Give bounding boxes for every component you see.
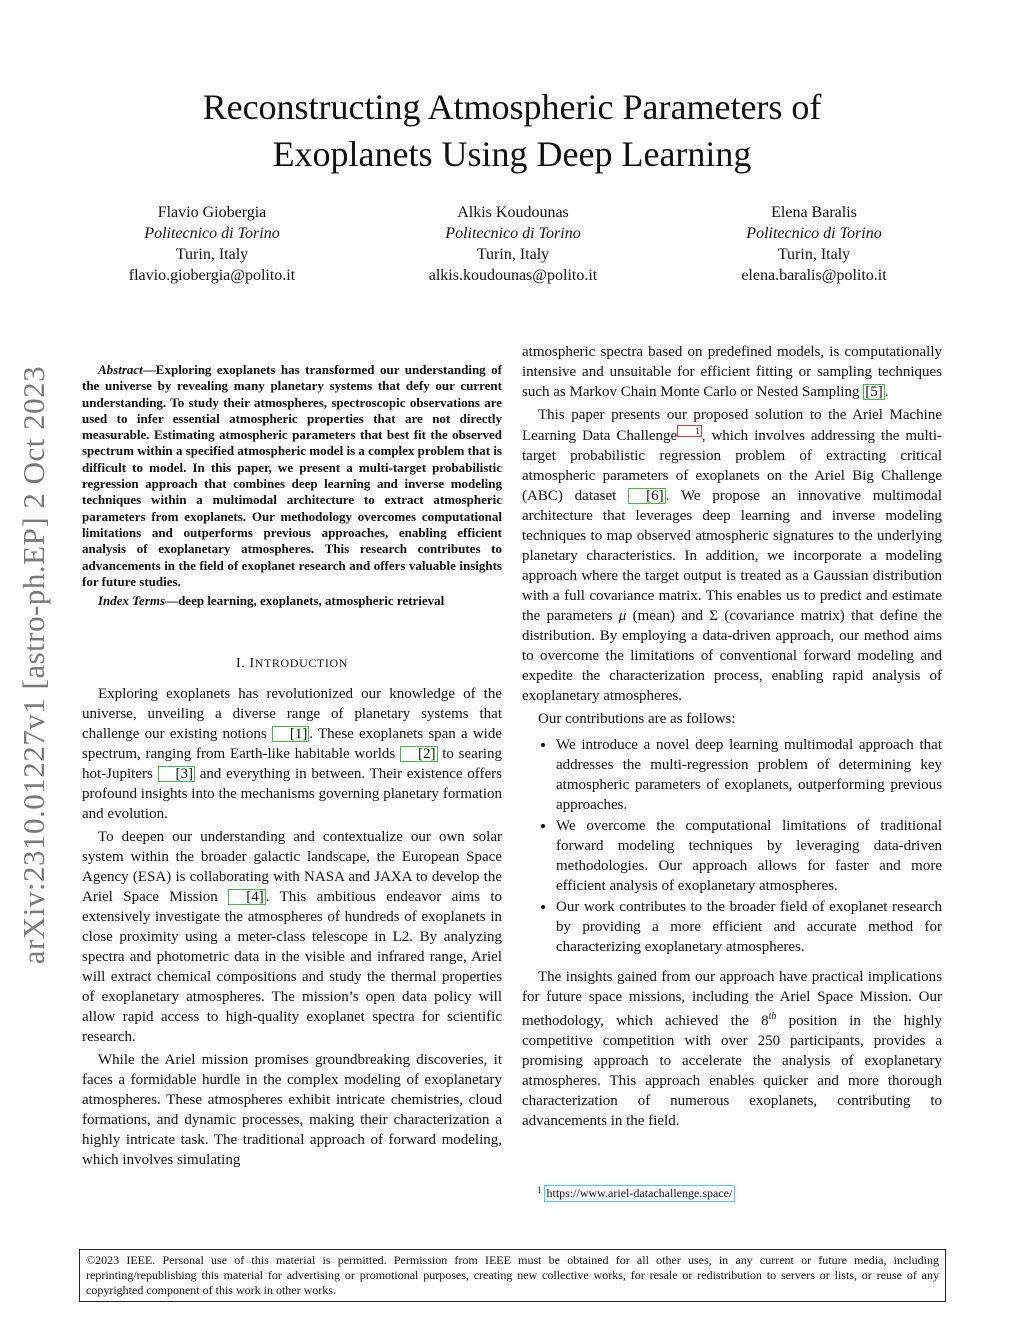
math-mu: μ bbox=[618, 608, 627, 624]
footnote-number: 1 bbox=[537, 1185, 542, 1195]
left-column bbox=[82, 362, 502, 1170]
author-3 bbox=[684, 202, 944, 286]
text-run: , which involves addressing the multi-target probabilistic regression problem of extracting critical atmospheric parameters of exoplanets on the Ariel Big Challenge (ABC) dataset bbox=[522, 428, 942, 504]
superscript-th: th bbox=[768, 1011, 777, 1022]
index-terms-label: Index Terms bbox=[98, 593, 166, 609]
citation-link[interactable]: [4] bbox=[228, 889, 266, 905]
footnote-url-link[interactable]: https://www.ariel-datachallenge.space/ bbox=[544, 1185, 736, 1202]
right-column bbox=[522, 342, 942, 1131]
intro-paragraph-1 bbox=[82, 684, 502, 824]
index-terms bbox=[82, 593, 502, 609]
author-name: Elena Baralis bbox=[771, 204, 857, 221]
paragraph-continued bbox=[522, 342, 942, 402]
text-run: Exploring exoplanets has revolutionized our knowledge of the universe, unveiling a diverse range of planetary systems that challenge our existing notions bbox=[82, 686, 502, 743]
text-run: This paper presents our proposed solution to the Ariel Machine Learning Data Challenge bbox=[522, 407, 942, 444]
text-run: (covariance matrix) that define the distribution. By employing a data-driven approach, our method aims to overcome the limitations of conventional forward modeling and expedite the characterization process, enabling rapid analysis of exoplanetary atmospheres. bbox=[522, 608, 942, 704]
text-run: . This ambitious endeavor aims to extensively investigate the atmospheres of hundreds of exoplanets in close proximity using a meter-class telescope in L2. By analyzing spectra and photometric data in the visible and infrared range, Ariel will extract chemical compositions and study the thermal properties of exoplanetary atmospheres. The mission’s open data policy will allow rapid access to high-quality exoplanet spectra for scientific research. bbox=[82, 889, 503, 1046]
author-affiliation: Politecnico di Torino bbox=[445, 225, 581, 242]
text-run: position in the highly competitive competition with over 250 participants, provides a promising approach to accelerate the analysis of exoplanetary atmospheres. This approach enables quicker and more thorough characterization of numerous exoplanets, contributing to advancements in the field. bbox=[522, 1013, 943, 1129]
author-block bbox=[82, 202, 944, 286]
arxiv-stamp-text: arXiv:2310.01227v1 [astro-ph.EP] 2 Oct 2023 bbox=[16, 365, 51, 965]
author-2 bbox=[383, 202, 643, 286]
text-run: . We propose an innovative multimodal architecture that leverages deep learning and inverse modeling techniques to map observed atmospheric signatures to the underlying planetary characteristics. In addition, we incorporate a modeling approach where the target output is treated as a Gaussian distribution with a full covariance matrix. This enables us to predict and estimate the parameters bbox=[522, 488, 942, 624]
author-affiliation: Politecnico di Torino bbox=[144, 225, 280, 242]
intro-paragraph-2 bbox=[82, 827, 502, 1047]
abstract-label: Abstract bbox=[98, 362, 143, 377]
author-1 bbox=[82, 202, 342, 286]
citation-link[interactable]: [3] bbox=[158, 766, 196, 782]
contributions-intro: Our contributions are as follows: bbox=[538, 711, 736, 727]
list-item: • We overcome the computational limitations of traditional forward modeling techniques by leveraging data-driven methodologies. Our approach allows for faster and more efficient analysis of exoplanetary atmospheres. bbox=[556, 816, 942, 896]
introduction-body bbox=[82, 684, 502, 1170]
text-run: to searing hot-Jupiters bbox=[82, 746, 503, 783]
author-location: Turin, Italy bbox=[476, 246, 550, 263]
author-location: Turin, Italy bbox=[777, 246, 851, 263]
text-run: To deepen our understanding and contextualize our own solar system within the broader galactic landscape, the European Space Agency (ESA) is collaborating with NASA and JAXA to develop the Ariel Space Mission bbox=[82, 829, 502, 906]
section-heading-introduction bbox=[82, 653, 502, 674]
arxiv-stamp bbox=[12, 340, 56, 990]
citation-link[interactable]: [2] bbox=[400, 746, 438, 762]
abstract bbox=[82, 362, 502, 590]
list-item: • We introduce a novel deep learning multimodal approach that addresses the multi-regression problem of determining key atmospheric parameters of exoplanets, outperforming previous approaches. bbox=[556, 735, 942, 815]
math-sigma: Σ bbox=[709, 608, 719, 624]
index-terms-text: —deep learning, exoplanets, atmospheric retrieval bbox=[165, 593, 445, 609]
citation-link[interactable]: [6] bbox=[628, 488, 666, 504]
title-line-1: Reconstructing Atmospheric Parameters of bbox=[202, 87, 822, 127]
paragraph-insights bbox=[522, 967, 942, 1131]
text-run: . bbox=[884, 384, 889, 400]
section-heading-rest: NTRODUCTION bbox=[254, 656, 348, 671]
author-location: Turin, Italy bbox=[175, 246, 249, 263]
title-line-2: Exoplanets Using Deep Learning bbox=[272, 134, 752, 174]
text-run: . These exoplanets span a wide spectrum, ranging from Earth-like habitable worlds bbox=[82, 726, 502, 763]
contributions-list bbox=[522, 735, 942, 957]
paragraph-proposal bbox=[522, 405, 942, 706]
citation-link[interactable]: [1] bbox=[272, 726, 310, 742]
text-run: The insights gained from our approach have practical implications for future space missions, including the Ariel Space Mission. Our methodology, which achieved the 8 bbox=[522, 969, 942, 1029]
author-email[interactable]: alkis.koudounas@polito.it bbox=[428, 267, 598, 284]
paper-title bbox=[0, 84, 1024, 178]
abstract-text: —Exploring exoplanets has transformed our understanding of the universe by revealing many planetary systems that defy our current understanding. To study their atmospheres, spectroscopic observations are used to infer essential atmospheric properties that are not directly measurable. Estimating atmospheric parameters that best fit the observed spectrum within a specified atmospheric model is a complex problem that is difficult to model. In this paper, we present a multi-target probabilistic regression approach that combines deep learning and inverse modeling techniques within a multimodal architecture to extract atmospheric parameters from exoplanets. Our methodology overcomes computational limitations and outperforms previous approaches, enabling efficient analysis of exoplanetary atmospheres. This research contributes to advancements in the field of exoplanet research and offers valuable insights for future studies. bbox=[82, 362, 502, 589]
text-run: and everything in between. Their existence offers profound insights into the mechanisms governing planetary formation and evolution. bbox=[82, 766, 502, 823]
author-email[interactable]: flavio.giobergia@polito.it bbox=[128, 267, 296, 284]
intro-paragraph-3: While the Ariel mission promises groundbreaking discoveries, it faces a formidable hurdle in the complex modeling of exoplanetary atmospheres. These atmospheres exhibit intricate chemistries, cloud formations, and dynamic processes, making their characterization a highly intricate task. The traditional approach of forward modeling, which involves simulating bbox=[82, 1052, 502, 1169]
author-name: Alkis Koudounas bbox=[457, 204, 569, 221]
section-heading-num: I. I bbox=[236, 656, 255, 672]
footnote-marker-link[interactable]: 1 bbox=[677, 425, 702, 437]
author-email[interactable]: elena.baralis@polito.it bbox=[741, 267, 887, 284]
copyright-notice: ©2023 IEEE. Personal use of this material is permitted. Permission from IEEE must be obtained for all other uses, in any current or future media, including reprinting/republishing this material for advertising or promotional purposes, creating new collective works, for resale or redistribution to servers or lists, or reuse of any copyrighted component of this work in other works. bbox=[79, 1249, 946, 1302]
text-run: (mean) and bbox=[626, 608, 710, 624]
text-run: atmospheric spectra based on predefined models, is computationally intensive and unsuitable for efficient fitting or sampling techniques such as Markov Chain Monte Carlo or Nested Sampling bbox=[522, 344, 942, 400]
footnote bbox=[537, 1185, 735, 1202]
citation-link[interactable]: [5] bbox=[865, 384, 883, 400]
list-item: • Our work contributes to the broader field of exoplanet research by providing a more efficient and accurate method for characterizing exoplanetary atmospheres. bbox=[556, 897, 942, 957]
author-affiliation: Politecnico di Torino bbox=[746, 225, 882, 242]
author-name: Flavio Giobergia bbox=[157, 204, 267, 221]
